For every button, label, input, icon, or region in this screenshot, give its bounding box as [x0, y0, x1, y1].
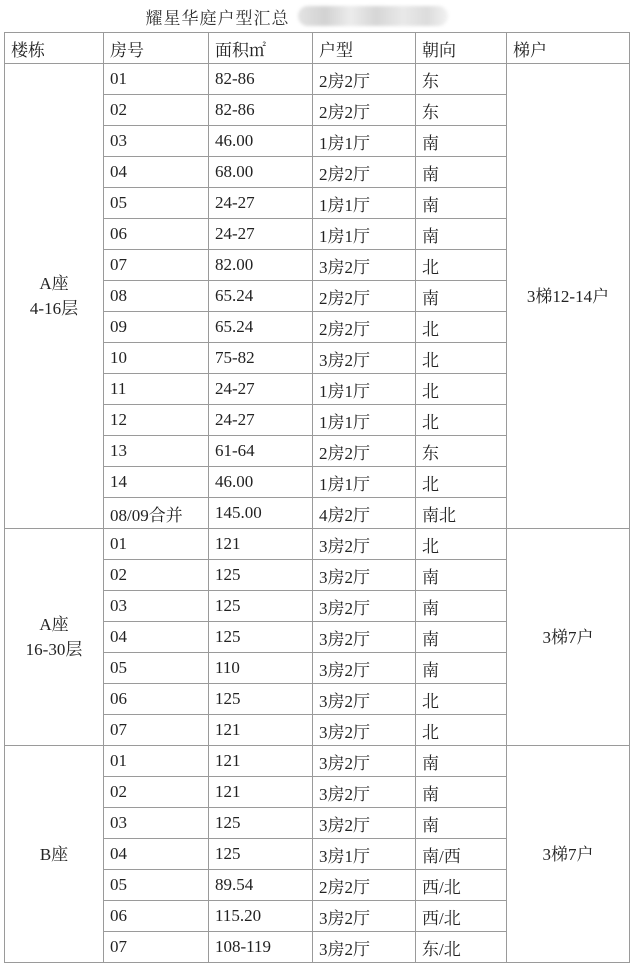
layout-cell: 1房1厅: [313, 219, 416, 250]
orientation-cell: 北: [416, 312, 507, 343]
room-number-cell: 04: [104, 622, 209, 653]
ladder-cell: 3梯12-14户: [507, 64, 630, 529]
layout-cell: 3房2厅: [313, 684, 416, 715]
area-cell: 125: [209, 591, 313, 622]
header-layout: 户型: [313, 33, 416, 64]
room-number-cell: 11: [104, 374, 209, 405]
area-cell: 46.00: [209, 467, 313, 498]
area-cell: 108-119: [209, 932, 313, 963]
page-title: 耀星华庭户型汇总: [145, 8, 290, 29]
room-number-cell: 04: [104, 157, 209, 188]
layout-cell: 3房1厅: [313, 839, 416, 870]
orientation-cell: 南: [416, 591, 507, 622]
layout-cell: 3房2厅: [313, 591, 416, 622]
area-cell: 82-86: [209, 64, 313, 95]
orientation-cell: 南: [416, 281, 507, 312]
orientation-cell: 北: [416, 715, 507, 746]
area-cell: 68.00: [209, 157, 313, 188]
redacted-watermark: [298, 6, 448, 26]
orientation-cell: 北: [416, 374, 507, 405]
room-number-cell: 02: [104, 777, 209, 808]
layout-cell: 3房2厅: [313, 250, 416, 281]
room-number-cell: 01: [104, 746, 209, 777]
title-bar: [0, 0, 633, 32]
header-area: 面积㎡: [209, 33, 313, 64]
orientation-cell: 南: [416, 219, 507, 250]
area-cell: 125: [209, 839, 313, 870]
orientation-cell: 南: [416, 808, 507, 839]
floor-range: 4-16层: [29, 299, 79, 318]
orientation-cell: 北: [416, 405, 507, 436]
area-cell: 121: [209, 777, 313, 808]
building-name: A座: [39, 615, 69, 634]
room-number-cell: 13: [104, 436, 209, 467]
layout-cell: 3房2厅: [313, 715, 416, 746]
room-number-cell: 08: [104, 281, 209, 312]
area-cell: 125: [209, 684, 313, 715]
room-number-cell: 07: [104, 715, 209, 746]
orientation-cell: 南: [416, 126, 507, 157]
area-cell: 125: [209, 560, 313, 591]
area-cell: 115.20: [209, 901, 313, 932]
room-number-cell: 08/09合并: [104, 498, 209, 529]
area-cell: 125: [209, 622, 313, 653]
layout-cell: 2房2厅: [313, 281, 416, 312]
ladder-cell: 3梯7户: [507, 529, 630, 746]
area-cell: 75-82: [209, 343, 313, 374]
area-cell: 89.54: [209, 870, 313, 901]
layout-cell: 2房2厅: [313, 95, 416, 126]
layout-cell: 3房2厅: [313, 529, 416, 560]
table-header-row: [5, 33, 630, 64]
room-number-cell: 06: [104, 901, 209, 932]
room-number-cell: 03: [104, 808, 209, 839]
room-number-cell: 05: [104, 188, 209, 219]
area-cell: 125: [209, 808, 313, 839]
layout-cell: 3房2厅: [313, 932, 416, 963]
layout-cell: 1房1厅: [313, 374, 416, 405]
room-number-cell: 06: [104, 684, 209, 715]
area-cell: 24-27: [209, 405, 313, 436]
layout-cell: 3房2厅: [313, 343, 416, 374]
room-number-cell: 09: [104, 312, 209, 343]
room-number-cell: 12: [104, 405, 209, 436]
room-number-cell: 03: [104, 126, 209, 157]
area-cell: 24-27: [209, 219, 313, 250]
layout-cell: 3房2厅: [313, 901, 416, 932]
room-number-cell: 01: [104, 529, 209, 560]
orientation-cell: 南: [416, 560, 507, 591]
layout-cell: 3房2厅: [313, 746, 416, 777]
table-row: [5, 529, 630, 560]
area-cell: 65.24: [209, 281, 313, 312]
orientation-cell: 西/北: [416, 870, 507, 901]
header-building: 楼栋: [5, 33, 104, 64]
orientation-cell: 南: [416, 653, 507, 684]
orientation-cell: 北: [416, 529, 507, 560]
orientation-cell: 南/西: [416, 839, 507, 870]
orientation-cell: 南: [416, 746, 507, 777]
room-number-cell: 14: [104, 467, 209, 498]
layout-cell: 3房2厅: [313, 560, 416, 591]
floor-range: 16-30层: [25, 640, 83, 659]
building-name: A座: [39, 274, 69, 293]
layout-cell: 3房2厅: [313, 622, 416, 653]
layout-cell: 1房1厅: [313, 126, 416, 157]
area-cell: 82.00: [209, 250, 313, 281]
layout-cell: 2房2厅: [313, 157, 416, 188]
orientation-cell: 北: [416, 684, 507, 715]
orientation-cell: 南: [416, 622, 507, 653]
header-room: 房号: [104, 33, 209, 64]
room-number-cell: 03: [104, 591, 209, 622]
area-cell: 61-64: [209, 436, 313, 467]
layout-cell: 2房2厅: [313, 312, 416, 343]
building-cell: [5, 746, 104, 963]
layout-cell: 4房2厅: [313, 498, 416, 529]
area-cell: 65.24: [209, 312, 313, 343]
building-cell: [5, 64, 104, 529]
layout-cell: 2房2厅: [313, 436, 416, 467]
orientation-cell: 东/北: [416, 932, 507, 963]
room-number-cell: 07: [104, 250, 209, 281]
room-number-cell: 05: [104, 870, 209, 901]
room-number-cell: 01: [104, 64, 209, 95]
room-number-cell: 10: [104, 343, 209, 374]
ladder-cell: 3梯7户: [507, 746, 630, 963]
unit-summary-table: [4, 32, 630, 963]
header-orientation: 朝向: [416, 33, 507, 64]
layout-cell: 3房2厅: [313, 777, 416, 808]
layout-cell: 3房2厅: [313, 808, 416, 839]
table-body: [5, 64, 630, 963]
orientation-cell: 东: [416, 95, 507, 126]
area-cell: 145.00: [209, 498, 313, 529]
area-cell: 121: [209, 529, 313, 560]
orientation-cell: 东: [416, 64, 507, 95]
table-row: [5, 64, 630, 95]
layout-cell: 3房2厅: [313, 653, 416, 684]
orientation-cell: 北: [416, 343, 507, 374]
room-number-cell: 06: [104, 219, 209, 250]
room-number-cell: 05: [104, 653, 209, 684]
layout-cell: 1房1厅: [313, 188, 416, 219]
orientation-cell: 西/北: [416, 901, 507, 932]
area-cell: 24-27: [209, 374, 313, 405]
layout-cell: 1房1厅: [313, 405, 416, 436]
area-cell: 110: [209, 653, 313, 684]
orientation-cell: 南北: [416, 498, 507, 529]
layout-cell: 1房1厅: [313, 467, 416, 498]
orientation-cell: 南: [416, 157, 507, 188]
layout-cell: 2房2厅: [313, 870, 416, 901]
header-ladder: 梯户: [507, 33, 630, 64]
building-cell: [5, 529, 104, 746]
orientation-cell: 北: [416, 250, 507, 281]
orientation-cell: 北: [416, 467, 507, 498]
area-cell: 82-86: [209, 95, 313, 126]
area-cell: 121: [209, 715, 313, 746]
area-cell: 46.00: [209, 126, 313, 157]
orientation-cell: 南: [416, 188, 507, 219]
layout-cell: 2房2厅: [313, 64, 416, 95]
room-number-cell: 07: [104, 932, 209, 963]
room-number-cell: 02: [104, 95, 209, 126]
room-number-cell: 02: [104, 560, 209, 591]
room-number-cell: 04: [104, 839, 209, 870]
table-row: [5, 746, 630, 777]
area-cell: 24-27: [209, 188, 313, 219]
building-name: B座: [39, 844, 69, 864]
orientation-cell: 东: [416, 436, 507, 467]
area-cell: 121: [209, 746, 313, 777]
orientation-cell: 南: [416, 777, 507, 808]
